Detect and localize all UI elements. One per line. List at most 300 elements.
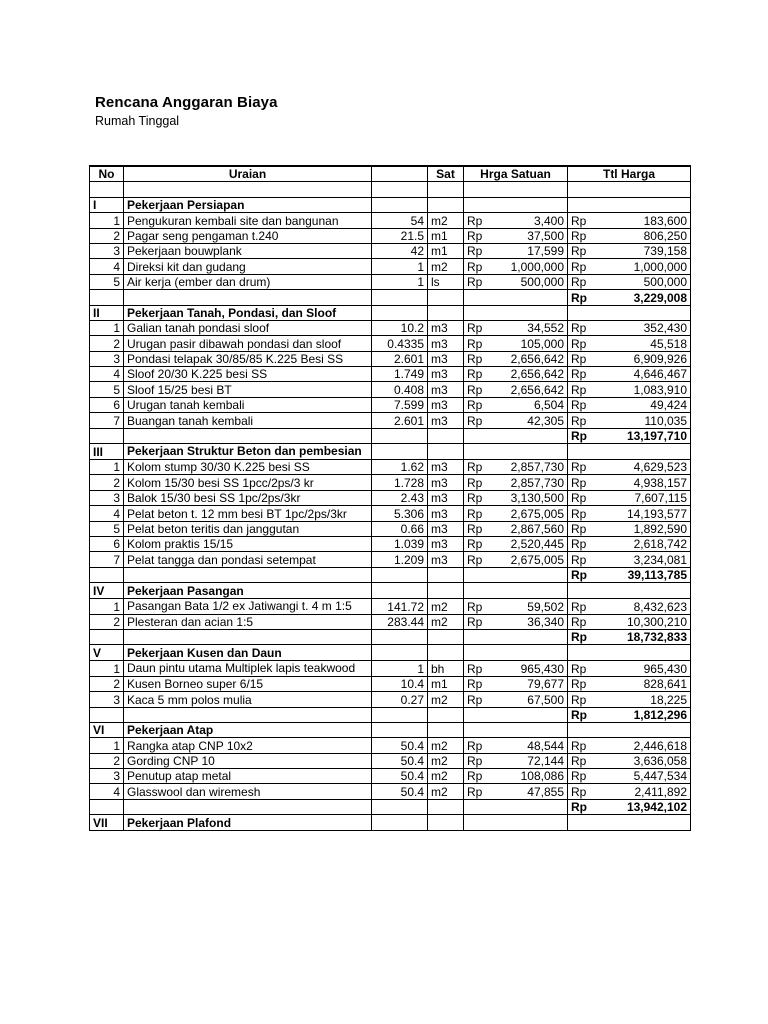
section-number: IV	[90, 583, 124, 598]
total-price-value: 4,629,523	[633, 460, 687, 475]
unit-price-value: 34,552	[527, 321, 564, 336]
unit-price-cell	[464, 738, 568, 753]
table-row	[90, 552, 691, 567]
section-number: II	[90, 305, 124, 320]
section-title: Pekerjaan Kusen dan Daun	[124, 645, 372, 660]
total-price-value: 6,909,926	[633, 352, 687, 367]
unit-price-currency: Rp	[467, 521, 483, 536]
empty-cell	[124, 290, 372, 305]
empty-cell	[372, 305, 428, 320]
unit-price-cell	[464, 753, 568, 768]
blank-row	[90, 182, 691, 197]
unit-price-currency: Rp	[467, 692, 483, 707]
empty-cell	[428, 722, 464, 737]
unit-price-cell	[464, 475, 568, 490]
empty-cell	[372, 182, 428, 197]
section-number: VII	[90, 815, 124, 830]
empty-cell	[90, 182, 124, 197]
item-number: 2	[90, 614, 124, 629]
item-volume: 5.306	[372, 506, 428, 521]
item-unit: m2	[428, 753, 464, 768]
section-row	[90, 722, 691, 737]
unit-price-currency: Rp	[467, 398, 483, 413]
total-price-currency: Rp	[571, 460, 587, 475]
unit-price-currency: Rp	[467, 336, 483, 351]
empty-cell	[428, 428, 464, 443]
total-price-currency: Rp	[571, 738, 587, 753]
item-unit: bh	[428, 660, 464, 676]
total-price-value: 739,158	[643, 244, 687, 259]
item-volume: 10.4	[372, 676, 428, 691]
header-volume	[372, 166, 428, 182]
table-row	[90, 351, 691, 366]
item-number: 1	[90, 320, 124, 335]
item-description: Rangka atap CNP 10x2	[124, 738, 372, 753]
item-number: 3	[90, 692, 124, 707]
empty-cell	[568, 583, 691, 598]
section-title: Pekerjaan Tanah, Pondasi, dan Sloof	[124, 305, 372, 320]
item-volume: 1.728	[372, 475, 428, 490]
item-unit: m2	[428, 614, 464, 629]
total-price-value: 49,424	[650, 398, 687, 413]
item-description: Pelat beton t. 12 mm besi BT 1pc/2ps/3kr	[124, 506, 372, 521]
subtotal-currency: Rp	[571, 429, 587, 444]
item-unit: m3	[428, 336, 464, 351]
item-unit: m2	[428, 784, 464, 799]
total-price-cell	[568, 738, 691, 753]
unit-price-cell	[464, 351, 568, 366]
unit-price-value: 2,656,642	[510, 367, 564, 382]
item-volume: 1	[372, 274, 428, 289]
total-price-currency: Rp	[571, 275, 587, 290]
total-price-value: 183,600	[643, 213, 687, 228]
unit-price-cell	[464, 243, 568, 258]
subtotal-value: 3,229,008	[633, 290, 687, 305]
unit-price-currency: Rp	[467, 275, 483, 290]
item-volume: 50.4	[372, 738, 428, 753]
total-price-cell	[568, 475, 691, 490]
empty-cell	[124, 629, 372, 644]
subtotal-cell	[568, 567, 691, 582]
unit-price-currency: Rp	[467, 413, 483, 428]
item-description: Kolom 15/30 besi SS 1pcc/2ps/3 kr	[124, 475, 372, 490]
item-description: Kaca 5 mm polos mulia	[124, 692, 372, 707]
section-row	[90, 197, 691, 212]
empty-cell	[428, 815, 464, 830]
item-description: Penutup atap metal	[124, 769, 372, 784]
unit-price-cell	[464, 769, 568, 784]
empty-cell	[372, 815, 428, 830]
item-volume: 21.5	[372, 228, 428, 243]
total-price-currency: Rp	[571, 521, 587, 536]
empty-cell	[428, 629, 464, 644]
item-number: 6	[90, 536, 124, 551]
unit-price-currency: Rp	[467, 784, 483, 799]
empty-cell	[372, 799, 428, 814]
item-number: 4	[90, 784, 124, 799]
unit-price-currency: Rp	[467, 382, 483, 397]
item-number: 2	[90, 753, 124, 768]
unit-price-currency: Rp	[467, 321, 483, 336]
item-unit: m2	[428, 598, 464, 614]
item-volume: 50.4	[372, 769, 428, 784]
item-number: 2	[90, 228, 124, 243]
unit-price-value: 1,000,000	[510, 259, 564, 274]
item-number: 3	[90, 490, 124, 505]
item-number: 4	[90, 367, 124, 382]
unit-price-cell	[464, 784, 568, 799]
item-volume: 50.4	[372, 753, 428, 768]
item-number: 2	[90, 475, 124, 490]
unit-price-value: 67,500	[527, 692, 564, 707]
total-price-cell	[568, 320, 691, 335]
section-row	[90, 305, 691, 320]
item-number: 2	[90, 336, 124, 351]
unit-price-cell	[464, 367, 568, 382]
total-price-value: 1,083,910	[633, 382, 687, 397]
subtotal-currency: Rp	[571, 707, 587, 722]
item-description: Balok 15/30 besi SS 1pc/2ps/3kr	[124, 490, 372, 505]
total-price-currency: Rp	[571, 398, 587, 413]
section-title: Pekerjaan Plafond	[124, 815, 372, 830]
empty-cell	[428, 305, 464, 320]
unit-price-cell	[464, 259, 568, 274]
total-price-cell	[568, 676, 691, 691]
empty-cell	[428, 799, 464, 814]
unit-price-currency: Rp	[467, 352, 483, 367]
empty-cell	[464, 815, 568, 830]
unit-price-cell	[464, 490, 568, 505]
unit-price-cell	[464, 213, 568, 228]
unit-price-value: 48,544	[527, 738, 564, 753]
budget-table	[89, 165, 691, 831]
total-price-value: 965,430	[643, 661, 687, 676]
unit-price-cell	[464, 274, 568, 289]
item-unit: m3	[428, 475, 464, 490]
total-price-cell	[568, 351, 691, 366]
empty-cell	[568, 645, 691, 660]
table-row	[90, 769, 691, 784]
subtotal-value: 18,732,833	[626, 630, 687, 645]
empty-cell	[464, 305, 568, 320]
unit-price-currency: Rp	[467, 460, 483, 475]
total-price-currency: Rp	[571, 754, 587, 769]
item-unit: m3	[428, 413, 464, 428]
unit-price-value: 36,340	[527, 614, 564, 629]
empty-cell	[372, 707, 428, 722]
subtotal-cell	[568, 707, 691, 722]
table-row	[90, 213, 691, 228]
subtotal-row	[90, 428, 691, 443]
item-unit: m3	[428, 351, 464, 366]
table-row	[90, 676, 691, 691]
empty-cell	[428, 707, 464, 722]
item-number: 7	[90, 413, 124, 428]
item-description: Kusen Borneo super 6/15	[124, 676, 372, 691]
section-number: III	[90, 444, 124, 460]
table-row	[90, 382, 691, 397]
item-volume: 50.4	[372, 784, 428, 799]
item-description: Air kerja (ember dan drum)	[124, 274, 372, 289]
unit-price-currency: Rp	[467, 259, 483, 274]
item-number: 5	[90, 382, 124, 397]
header-uraian: Uraian	[124, 166, 372, 182]
total-price-cell	[568, 382, 691, 397]
item-unit: m3	[428, 320, 464, 335]
unit-price-value: 965,430	[520, 661, 564, 676]
unit-price-cell	[464, 413, 568, 428]
item-description: Glasswool dan wiremesh	[124, 784, 372, 799]
section-row	[90, 583, 691, 598]
unit-price-value: 108,086	[520, 769, 564, 784]
document-title: Rencana Anggaran Biaya	[95, 94, 278, 111]
header-total-harga: Ttl Harga	[568, 166, 691, 182]
unit-price-value: 72,144	[527, 754, 564, 769]
empty-cell	[372, 583, 428, 598]
unit-price-currency: Rp	[467, 738, 483, 753]
empty-cell	[90, 428, 124, 443]
subtotal-row	[90, 799, 691, 814]
empty-cell	[372, 645, 428, 660]
item-volume: 141.72	[372, 598, 428, 614]
total-price-cell	[568, 367, 691, 382]
subtotal-cell	[568, 290, 691, 305]
unit-price-currency: Rp	[467, 769, 483, 784]
unit-price-value: 17,599	[527, 244, 564, 259]
table-row	[90, 320, 691, 335]
item-number: 1	[90, 460, 124, 475]
empty-cell	[428, 645, 464, 660]
empty-cell	[124, 799, 372, 814]
section-title: Pekerjaan Persiapan	[124, 197, 372, 212]
total-price-cell	[568, 506, 691, 521]
item-unit: m1	[428, 676, 464, 691]
total-price-cell	[568, 213, 691, 228]
table-row	[90, 367, 691, 382]
total-price-value: 352,430	[643, 321, 687, 336]
empty-cell	[568, 197, 691, 212]
subtotal-currency: Rp	[571, 568, 587, 583]
empty-cell	[372, 197, 428, 212]
unit-price-value: 105,000	[520, 336, 564, 351]
total-price-cell	[568, 336, 691, 351]
total-price-value: 3,234,081	[633, 552, 687, 567]
table-row	[90, 738, 691, 753]
subtotal-row	[90, 290, 691, 305]
empty-cell	[124, 182, 372, 197]
total-price-cell	[568, 552, 691, 567]
table-row	[90, 521, 691, 536]
total-price-cell	[568, 598, 691, 614]
unit-price-value: 2,857,730	[510, 460, 564, 475]
empty-cell	[372, 722, 428, 737]
section-row	[90, 645, 691, 660]
item-volume: 1.039	[372, 536, 428, 551]
total-price-currency: Rp	[571, 692, 587, 707]
item-volume: 1.749	[372, 367, 428, 382]
total-price-cell	[568, 660, 691, 676]
item-unit: m2	[428, 692, 464, 707]
total-price-cell	[568, 228, 691, 243]
unit-price-value: 500,000	[520, 275, 564, 290]
table-header-row	[90, 166, 691, 182]
total-price-value: 110,035	[644, 413, 687, 428]
subtotal-value: 13,197,710	[626, 429, 687, 444]
subtotal-cell	[568, 629, 691, 644]
total-price-cell	[568, 274, 691, 289]
total-price-value: 7,607,115	[634, 491, 687, 506]
empty-cell	[90, 629, 124, 644]
empty-cell	[464, 444, 568, 460]
unit-price-value: 37,500	[527, 228, 564, 243]
empty-cell	[372, 428, 428, 443]
unit-price-cell	[464, 382, 568, 397]
empty-cell	[464, 583, 568, 598]
unit-price-value: 2,656,642	[510, 382, 564, 397]
total-price-currency: Rp	[571, 491, 587, 506]
total-price-value: 4,646,467	[633, 367, 687, 382]
empty-cell	[90, 799, 124, 814]
total-price-currency: Rp	[571, 599, 587, 614]
item-volume: 2.601	[372, 351, 428, 366]
unit-price-currency: Rp	[467, 552, 483, 567]
total-price-currency: Rp	[571, 537, 587, 552]
item-unit: m2	[428, 213, 464, 228]
total-price-currency: Rp	[571, 367, 587, 382]
unit-price-value: 47,855	[527, 784, 564, 799]
unit-price-value: 2,857,730	[510, 475, 564, 490]
subtotal-value: 39,113,785	[627, 568, 687, 583]
item-number: 7	[90, 552, 124, 567]
subtotal-row	[90, 707, 691, 722]
item-unit: m3	[428, 536, 464, 551]
table-row	[90, 536, 691, 551]
unit-price-cell	[464, 660, 568, 676]
table-row	[90, 490, 691, 505]
subtotal-value: 1,812,296	[633, 707, 687, 722]
item-unit: m3	[428, 506, 464, 521]
section-title: Pekerjaan Pasangan	[124, 583, 372, 598]
section-row	[90, 815, 691, 830]
unit-price-cell	[464, 692, 568, 707]
unit-price-value: 2,675,005	[510, 506, 564, 521]
total-price-cell	[568, 521, 691, 536]
item-number: 4	[90, 506, 124, 521]
item-number: 3	[90, 769, 124, 784]
total-price-value: 10,300,210	[626, 614, 687, 629]
unit-price-currency: Rp	[467, 213, 483, 228]
item-unit: ls	[428, 274, 464, 289]
item-description: Plesteran dan acian 1:5	[124, 614, 372, 629]
total-price-currency: Rp	[571, 244, 587, 259]
empty-cell	[568, 182, 691, 197]
item-description: Pelat tangga dan pondasi setempat	[124, 552, 372, 567]
section-title: Pekerjaan Struktur Beton dan pembesian	[124, 444, 372, 460]
total-price-cell	[568, 753, 691, 768]
item-number: 1	[90, 598, 124, 614]
table-row	[90, 274, 691, 289]
unit-price-value: 3,400	[533, 213, 564, 228]
unit-price-currency: Rp	[467, 537, 483, 552]
item-number: 5	[90, 274, 124, 289]
item-description: Sloof 15/25 besi BT	[124, 382, 372, 397]
unit-price-value: 79,677	[527, 677, 564, 692]
total-price-cell	[568, 413, 691, 428]
item-volume: 1	[372, 660, 428, 676]
subtotal-currency: Rp	[571, 630, 587, 645]
empty-cell	[464, 645, 568, 660]
total-price-value: 1,892,590	[633, 521, 687, 536]
subtotal-value: 13,942,102	[626, 800, 687, 815]
unit-price-currency: Rp	[467, 228, 483, 243]
item-description: Pasangan Bata 1/2 ex Jatiwangi t. 4 m 1:5	[124, 598, 372, 614]
unit-price-currency: Rp	[467, 491, 483, 506]
item-description: Sloof 20/30 K.225 besi SS	[124, 367, 372, 382]
total-price-value: 828,641	[643, 677, 687, 692]
item-unit: m2	[428, 738, 464, 753]
table-row	[90, 475, 691, 490]
total-price-cell	[568, 614, 691, 629]
item-description: Kolom stump 30/30 K.225 besi SS	[124, 460, 372, 475]
unit-price-currency: Rp	[467, 677, 483, 692]
unit-price-value: 6,504	[533, 398, 564, 413]
total-price-currency: Rp	[571, 506, 587, 521]
section-number: VI	[90, 722, 124, 737]
table-row	[90, 753, 691, 768]
item-unit: m2	[428, 259, 464, 274]
total-price-currency: Rp	[571, 475, 587, 490]
unit-price-cell	[464, 536, 568, 551]
item-unit: m3	[428, 552, 464, 567]
empty-cell	[372, 444, 428, 460]
empty-cell	[428, 290, 464, 305]
empty-cell	[124, 707, 372, 722]
empty-cell	[568, 722, 691, 737]
total-price-value: 45,518	[650, 336, 687, 351]
table-row	[90, 243, 691, 258]
unit-price-currency: Rp	[467, 506, 483, 521]
unit-price-currency: Rp	[467, 614, 483, 629]
table-row	[90, 692, 691, 707]
table-row	[90, 413, 691, 428]
empty-cell	[90, 707, 124, 722]
empty-cell	[428, 583, 464, 598]
item-volume: 0.4335	[372, 336, 428, 351]
total-price-value: 2,446,618	[633, 738, 687, 753]
item-volume: 54	[372, 213, 428, 228]
unit-price-value: 59,502	[527, 599, 564, 614]
total-price-currency: Rp	[571, 382, 587, 397]
total-price-currency: Rp	[571, 213, 587, 228]
item-volume: 2.43	[372, 490, 428, 505]
table-row	[90, 336, 691, 351]
unit-price-value: 2,520,445	[510, 537, 564, 552]
total-price-cell	[568, 243, 691, 258]
item-unit: m1	[428, 243, 464, 258]
item-volume: 1.209	[372, 552, 428, 567]
empty-cell	[568, 305, 691, 320]
item-description: Pengukuran kembali site dan bangunan	[124, 213, 372, 228]
table-row	[90, 598, 691, 614]
empty-cell	[464, 629, 568, 644]
total-price-currency: Rp	[571, 228, 587, 243]
unit-price-cell	[464, 228, 568, 243]
item-number: 1	[90, 738, 124, 753]
empty-cell	[464, 428, 568, 443]
item-unit: m3	[428, 397, 464, 412]
empty-cell	[464, 722, 568, 737]
total-price-currency: Rp	[571, 321, 587, 336]
